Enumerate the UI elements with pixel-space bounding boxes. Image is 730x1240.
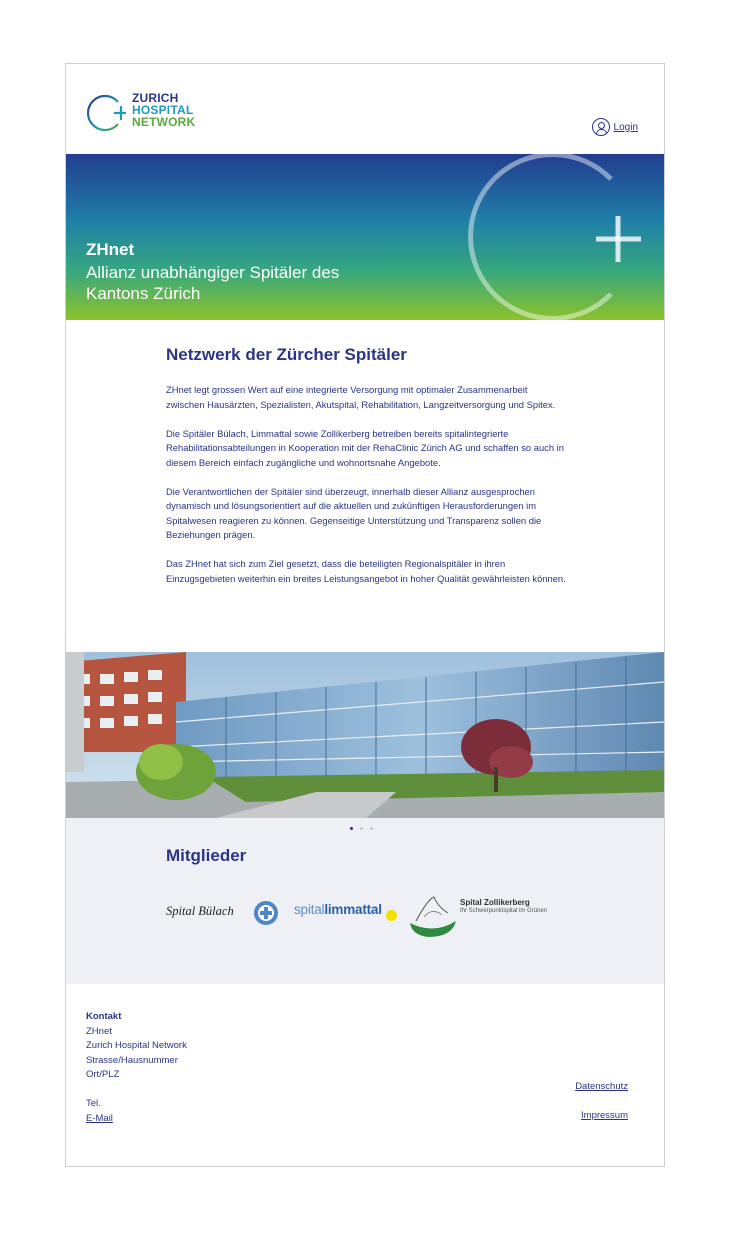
logo-line-zurich: ZURICH	[132, 91, 179, 105]
login-label: Login	[613, 121, 638, 133]
spital-zollikerberg-emblem-icon[interactable]	[408, 893, 460, 939]
contact-label: Kontakt	[86, 1011, 122, 1022]
imprint-link[interactable]: Impressum	[581, 1110, 628, 1121]
hospital-photo	[66, 652, 664, 818]
contact-org-long: Zurich Hospital Network	[86, 1040, 187, 1051]
carousel-dots	[350, 827, 373, 830]
intro-paragraph: Das ZHnet hat sich zum Ziel gesetzt, dass die beteiligten Regionalspitäler in ihren Einzugsgebieten weiterhin ein breites Leistungsangebot in hoher Qualität gewährleisten können.	[166, 558, 566, 584]
hero-banner	[66, 154, 664, 320]
user-icon	[592, 118, 610, 136]
spital-limmattal-logo[interactable]	[294, 902, 382, 917]
zollikerberg-tagline: Ihr Schwerpunktspital im Grünen	[460, 908, 548, 914]
carousel-dot[interactable]	[350, 827, 353, 830]
hero-subtitle: Allianz unabhängiger Spitäler des Kantons Zürich	[86, 263, 340, 303]
intro-heading: Netzwerk der Zürcher Spitäler	[166, 345, 407, 364]
privacy-link[interactable]: Datenschutz	[575, 1081, 628, 1092]
logo-line-network: NETWORK	[132, 115, 196, 129]
zhnet-logo[interactable]	[86, 90, 216, 136]
logo-line-hospital: HOSPITAL	[132, 103, 194, 117]
contact-email-link[interactable]: E-Mail	[86, 1112, 113, 1124]
members-section	[66, 818, 664, 984]
spital-bulach-logo-text[interactable]: Spital Bülach	[166, 904, 234, 918]
contact-org-short: ZHnet	[86, 1025, 112, 1037]
zollikerberg-name: Spital Zollikerberg	[460, 898, 530, 907]
carousel-dot[interactable]	[370, 827, 373, 830]
logo-circle-plus-icon	[86, 92, 126, 132]
contact-street: Strasse/Hausnummer	[86, 1054, 178, 1066]
hero-title: ZHnet	[86, 240, 135, 259]
intro-paragraph: Die Spitäler Bülach, Limmattal sowie Zollikerberg betreiben bereits spitalintegrierte Rehabilitationsabteilungen in Kooperation mit der RehaClinic Zürich AG und schaffen so auch in diesem Bereich einfach zugängliche und wohnortsnahe Angebote.	[166, 427, 564, 468]
spacer	[86, 1083, 187, 1098]
contact-block	[86, 1010, 187, 1126]
carousel-dot[interactable]	[360, 827, 363, 830]
intro-section	[166, 345, 566, 601]
spital-bulach-emblem-icon	[253, 900, 279, 926]
members-heading: Mitglieder	[166, 846, 247, 865]
page-frame	[65, 63, 665, 1167]
limmattal-sun-icon	[386, 910, 397, 921]
login-link[interactable]	[592, 118, 638, 136]
limmattal-part1: spital	[294, 902, 325, 917]
hero-circle-plus-icon	[446, 154, 656, 320]
intro-paragraph: ZHnet legt grossen Wert auf eine integrierte Versorgung mit optimaler Zusammenarbeit zwischen Hausärzten, Spezialisten, Akutspital, Rehabilitation, Langzeitversorgung und Spitex.	[166, 384, 556, 410]
limmattal-part2: limmattal	[324, 902, 382, 917]
logo-text	[132, 92, 195, 128]
intro-paragraph: Die Verantwortlichen der Spitäler sind überzeugt, innerhalb dieser Allianz ausgesprochen dynamisch und lösungsorientiert auf die aktuellen und zukünftigen Herausforderungen im Spitalwesen reagieren zu können. Gegenseitige Unterstützung und Transparenz sollen die Beziehungen prägen.	[166, 485, 542, 540]
contact-phone: Tel.	[86, 1098, 101, 1109]
contact-city: Ort/PLZ	[86, 1069, 120, 1080]
hospital-building-image	[66, 652, 664, 818]
